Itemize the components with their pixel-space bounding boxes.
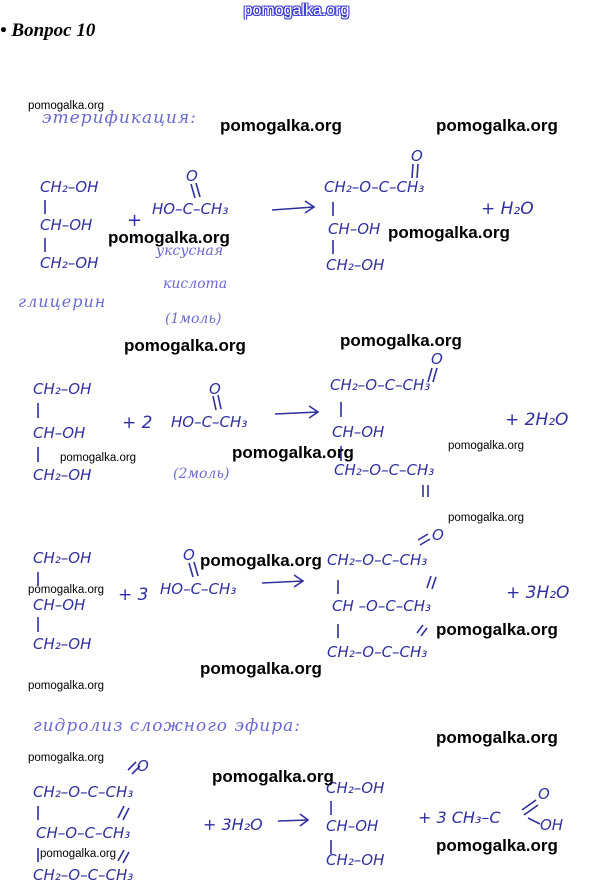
watermark: pomogalka.org [40, 848, 117, 860]
r3-product-line1: CH₂–O–C–CH₃ [327, 551, 428, 569]
r3-glycerol-line2: CH–OH [33, 596, 86, 614]
r1-glycerol-line3: CH₂–OH [40, 254, 99, 272]
r3-water: + 3H₂O [506, 583, 570, 603]
watermark: pomogalka.org [28, 584, 105, 596]
r2-acid-label: (2моль) [173, 466, 230, 482]
r2-product-line3: CH₂–O–C–CH₃ [334, 461, 435, 479]
r1-acid-oxygen: O [186, 167, 198, 185]
question-title: • Вопрос 10 [0, 20, 96, 41]
r2-acid-oxygen: O [209, 380, 221, 398]
watermark: pomogalka.org [28, 752, 105, 764]
r1-glycerol-line1: CH₂–OH [40, 178, 99, 196]
r3-product-line3: CH₂–O–C–CH₃ [327, 643, 428, 661]
r2-product-oxygen: O [431, 350, 443, 368]
r2-product-line1: CH₂–O–C–CH₃ [330, 376, 431, 394]
r3-acid-oxygen: O [183, 546, 195, 564]
hydrolysis-ester-oxygen: O [137, 757, 149, 775]
watermark: pomogalka.org [124, 336, 246, 355]
r1-acid-label1: уксусная [156, 243, 224, 259]
r1-product-line1: CH₂–O–C–CH₃ [324, 178, 425, 196]
esterification-heading: этерификация: [42, 108, 197, 128]
r1-water: + H₂O [481, 199, 534, 219]
r1-product-line3: CH₂–OH [326, 256, 385, 274]
watermark: pomogalka.org [340, 331, 462, 350]
r1-acid-label2: кислота [163, 276, 228, 292]
r1-product-line2: CH–OH [328, 220, 381, 238]
watermark: pomogalka.org [436, 836, 558, 855]
r2-coefficient: + 2 [122, 413, 153, 433]
watermark: pomogalka.org [200, 551, 322, 570]
hydrolysis-glycerol-line3: CH₂–OH [326, 851, 385, 869]
r3-glycerol-line3: CH₂–OH [33, 635, 92, 653]
hydrolysis-acid: + 3 CH₃–C [418, 808, 501, 827]
r3-acid: HO–C–CH₃ [160, 580, 237, 598]
hydrolysis-ester-line2: CH–O–C–CH₃ [36, 824, 131, 842]
r2-product-line2: CH–OH [332, 423, 385, 441]
r2-glycerol-line1: CH₂–OH [33, 380, 92, 398]
hydrolysis-glycerol-line1: CH₂–OH [326, 779, 385, 797]
r2-glycerol-line2: CH–OH [33, 424, 86, 442]
watermark: pomogalka.org [60, 452, 137, 464]
watermark: pomogalka.org [200, 659, 322, 678]
hydrolysis-ester-line1: CH₂–O–C–CH₃ [33, 783, 134, 801]
r3-coefficient: + 3 [118, 585, 149, 605]
r1-glycerol-line2: CH–OH [40, 216, 93, 234]
hydrolysis-heading: гидролиз сложного эфира: [33, 716, 301, 736]
r3-glycerol-line1: CH₂–OH [33, 549, 92, 567]
watermark: pomogalka.org [220, 116, 342, 135]
r3-product-oxygen: O [432, 526, 444, 544]
watermark: pomogalka.org [28, 680, 105, 692]
watermark: pomogalka.org [436, 116, 558, 135]
watermark: pomogalka.org [28, 100, 105, 112]
hydrolysis-ester-line3: CH₂–O–C–CH₃ [33, 866, 134, 884]
watermark: pomogalka.org [436, 620, 558, 639]
watermark: pomogalka.org [448, 512, 525, 524]
watermark: pomogalka.org [108, 228, 230, 247]
r1-acid: HO–C–CH₃ [152, 200, 229, 218]
watermark: pomogalka.org [436, 728, 558, 747]
r2-glycerol-line3: CH₂–OH [33, 466, 92, 484]
r2-water: + 2H₂O [505, 410, 569, 430]
r1-product-oxygen: O [411, 147, 423, 165]
site-header-link[interactable]: pomogalka.org [243, 2, 350, 19]
hydrolysis-acid-hydroxyl: OH [540, 816, 564, 834]
r1-glycerol-label: глицерин [18, 292, 107, 311]
r1-acid-label3: (1моль) [165, 311, 222, 327]
watermark: pomogalka.org [232, 443, 354, 462]
r3-product-line2: CH –O–C–CH₃ [332, 597, 432, 615]
watermark: pomogalka.org [388, 223, 510, 242]
r2-acid: HO–C–CH₃ [171, 413, 248, 431]
hydrolysis-glycerol-line2: CH–OH [326, 817, 379, 835]
hydrolysis-acid-oxygen: O [538, 785, 550, 803]
watermark: pomogalka.org [212, 767, 334, 786]
r1-plus: + [127, 210, 143, 231]
hydrolysis-water: + 3H₂O [203, 815, 263, 834]
watermark: pomogalka.org [448, 440, 525, 452]
